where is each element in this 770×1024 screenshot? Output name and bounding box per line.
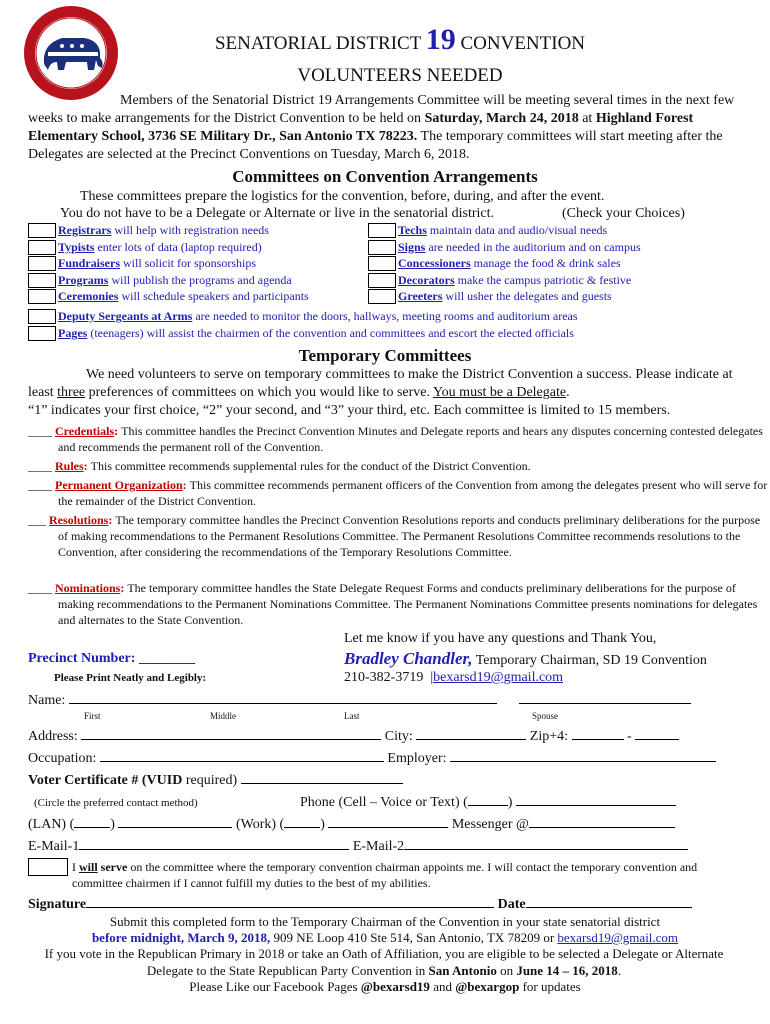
page-subtitle: VOLUNTEERS NEEDED — [297, 65, 503, 86]
committee-name: Credentials — [55, 424, 115, 438]
footer-deadline: before midnight, March 9, 2018, — [91, 930, 271, 945]
list-item — [58, 325, 763, 341]
first-label: First — [84, 711, 101, 721]
checkbox-signs[interactable] — [368, 240, 396, 255]
print-note: Please Print Neatly and Legibly: — [54, 672, 207, 684]
committee-name: Signs — [398, 240, 426, 254]
list-item — [398, 288, 758, 304]
rank-blank[interactable]: ____ — [28, 424, 55, 438]
committee-desc: are needed in the auditorium and on campus — [425, 240, 641, 254]
temp-committee-rules: ____ Rules: This committee recommends supplemental rules for the conduct of the District Convention. — [28, 459, 531, 473]
email-row — [28, 838, 748, 856]
work-label: (Work) ( — [232, 817, 285, 832]
chairman-role: Temporary Chairman, SD 19 Convention — [472, 653, 707, 668]
committee-desc: This committee recommends supplemental rules for the conduct of the District Convention. — [90, 459, 531, 473]
footer-period: . — [617, 962, 622, 978]
committee-name: Rules — [55, 459, 84, 473]
email1-input[interactable] — [79, 849, 349, 850]
list-item — [398, 255, 758, 271]
facebook-page-1[interactable]: @bexarsd19 — [360, 979, 430, 994]
lan-input[interactable] — [118, 827, 232, 828]
chairman-name: Bradley Chandler, — [344, 649, 473, 668]
city-input[interactable] — [416, 739, 526, 740]
name-input[interactable] — [69, 703, 497, 704]
checkbox-registrars[interactable] — [28, 223, 56, 238]
committee-desc: will publish the programs and agenda — [108, 273, 292, 287]
address-row — [28, 728, 748, 746]
committee-name: Nominations — [55, 581, 121, 595]
messenger-label: Messenger @ — [448, 817, 529, 832]
phone-input[interactable] — [516, 805, 676, 806]
footer-on: on — [496, 962, 517, 978]
precinct-label: Precinct Number: — [28, 651, 139, 666]
footer-facebook-text: Please Like our Facebook Pages — [189, 979, 361, 994]
committee-desc: This committee handles the Precinct Convention Minutes and Delegate reports and hears any disputes concerning contested delegates and recommends the permanent roll of the Convention. — [58, 424, 763, 454]
list-item — [58, 288, 368, 304]
committee-desc: will usher the delegates and guests — [442, 289, 612, 303]
list-item — [58, 308, 763, 324]
contact-method-hint: (Circle the preferred contact method) — [34, 797, 198, 809]
messenger-input[interactable] — [529, 827, 675, 828]
committee-desc: maintain data and audio/visual needs — [426, 223, 608, 237]
serve-text: on the committee where the temporary convention chairman appoints me. I will contact the temporary convention and committee chairmen if I cannot fulfill my duties to the best of my abilities. — [72, 860, 698, 890]
occupation-row — [28, 750, 748, 768]
phone-paren: ) — [507, 795, 516, 810]
footer-city: San Antonio — [428, 962, 497, 978]
phone-area-input[interactable] — [468, 805, 508, 806]
committee-name: Ceremonies — [58, 289, 119, 303]
committee-name: Programs — [58, 273, 109, 287]
temporary-text-3: . — [566, 385, 570, 400]
temporary-text-2: preferences of committees on which you would like to serve. — [85, 385, 433, 400]
check-hint: (Check your Choices) — [562, 206, 685, 221]
list-item — [58, 272, 368, 288]
middle-label: Middle — [210, 711, 236, 721]
committee-desc: make the campus patriotic & festive — [454, 273, 632, 287]
zip4-input[interactable] — [635, 739, 679, 740]
committee-desc: The temporary committee handles the State Delegate Request Forms and conducts preliminary deliberations for the purpose of making recommendations to the Permanent Nominations Committee. The Permanent Nominations Committee presents nominations for delegates and alternates to the State Convention. — [58, 581, 758, 627]
work-input[interactable] — [328, 827, 448, 828]
committee-desc: will solicit for sponsorships — [120, 256, 257, 270]
email2-input[interactable] — [404, 849, 688, 850]
checkbox-ceremonies[interactable] — [28, 289, 56, 304]
committee-name: Registrars — [58, 223, 112, 237]
checkbox-techs[interactable] — [368, 223, 396, 238]
precinct-number — [28, 650, 195, 668]
temp-committee-permanent-organization: ____ Permanent Organization: This committee recommends permanent officers of the Convention from among the delegates present who will serve for the remainder of the District Convention. — [28, 478, 768, 508]
footer-and: and — [429, 979, 456, 994]
committee-name: Techs — [398, 223, 427, 237]
precinct-input[interactable]: ________ — [138, 651, 195, 666]
list-item — [58, 222, 368, 238]
intro-paragraph — [28, 92, 740, 164]
intro-text-1: Members of the Senatorial District 19 Arrangements Committee will be meeting several times in the next few weeks to make arrangements for the District Convention to be held on — [28, 93, 735, 126]
page-title — [120, 23, 680, 56]
spouse-input[interactable] — [519, 703, 691, 704]
city-label: City: — [381, 729, 417, 744]
committee-name: Typists — [58, 240, 95, 254]
address-input[interactable] — [81, 739, 381, 740]
list-item — [398, 272, 758, 288]
email1-label: E-Mail-1 — [28, 839, 80, 854]
serve-will: will — [79, 860, 98, 874]
phone-row — [300, 794, 750, 812]
committee-desc: The temporary committee handles the Precinct Convention Resolutions reports and conducts preliminary deliberations for the purpose of making recommendations to the Permanent Resolutions Committee. The Permanent Resolutions Committee recommends resolutions to the Convention, after considering the recommendations of the Temporary Resolutions Committee. — [58, 513, 761, 559]
temp-committee-resolutions: ___ Resolutions: The temporary committee handles the Precinct Convention Resolutions reports and conducts preliminary deliberations for the purpose of making recommendations to the Permanent Resolutions Committee. The Permanent Resolutions Committee recommends resolutions to the Convention, after considering the recommendations of the Temporary Resolutions Committee. — [28, 513, 761, 559]
temporary-intro — [28, 366, 744, 402]
temp-committee-credentials: ____ Credentials: This committee handles the Precinct Convention Minutes and Delegate reports and hears any disputes concerning contested delegates and recommends the permanent roll of the Convention. — [28, 424, 763, 454]
committee-desc: are needed to monitor the doors, hallways, meeting rooms and auditorium areas — [192, 309, 578, 323]
party-logo — [22, 4, 120, 102]
footer-submit: Submit this completed form to the Temporary Chairman of the Convention in your state senatorial district — [109, 914, 661, 929]
temporary-must: You must be a Delegate — [432, 385, 567, 400]
name-row — [28, 692, 708, 710]
zip-separator: - — [623, 729, 636, 744]
footer-address-text: 909 NE Loop 410 Ste 514, San Antonio, TX 78209 or — [270, 930, 558, 945]
address-label: Address: — [28, 729, 82, 744]
contact-line: 210-382-3719 |bexarsd19@gmail.com — [344, 670, 564, 685]
footer-dates: June 14 – 16, 2018 — [516, 962, 618, 978]
footer-email-link[interactable]: bexarsd19@gmail.com — [557, 930, 679, 945]
committee-desc: This committee recommends permanent officers of the Convention from among the delegates present who will serve for the remainder of the District Convention. — [58, 478, 768, 508]
committee-desc: will help with registration needs — [111, 223, 269, 237]
checkbox-decorators[interactable] — [368, 273, 396, 288]
temporary-rank-note: “1” indicates your first choice, “2” your second, and “3” your third, etc. Each committee is limited to 15 members. — [28, 403, 671, 418]
list-item — [398, 239, 758, 255]
temp-committee-nominations: ____ Nominations: The temporary committee handles the State Delegate Request Forms and conducts preliminary deliberations for the purpose of making recommendations to the Permanent Nominations Committee. The Permanent Nominations Committee presents nominations for delegates and alternates to the State Convention. — [28, 581, 758, 627]
zip-label: Zip+4: — [526, 729, 572, 744]
footer-facebook — [0, 979, 770, 996]
list-item — [58, 255, 368, 271]
committee-name: Concessioners — [398, 256, 471, 270]
committee-name: Resolutions — [49, 513, 109, 527]
checkbox-pages[interactable] — [28, 326, 56, 341]
checkbox-concessioners[interactable] — [368, 256, 396, 271]
zip-input[interactable] — [572, 739, 624, 740]
lan-paren: ) — [110, 817, 119, 832]
email2-label: E-Mail-2 — [349, 839, 405, 854]
title-line1-post: CONVENTION — [455, 33, 586, 54]
checkbox-sergeants[interactable] — [28, 309, 56, 324]
facebook-page-2[interactable]: @bexargop — [455, 979, 520, 994]
occupation-label: Occupation: — [28, 751, 100, 766]
committee-name: Pages — [58, 326, 88, 340]
rank-blank[interactable]: ____ — [28, 459, 55, 473]
date-input[interactable] — [526, 907, 692, 908]
committee-name: Decorators — [398, 273, 455, 287]
intro-text-2: at — [578, 111, 596, 126]
phone-number: 210-382-3719 — [344, 670, 424, 685]
arrangements-sub1: These committees prepare the logistics for the convention, before, during, and after the event. — [80, 189, 605, 204]
name-label: Name: — [28, 693, 69, 708]
checkbox-greeters[interactable] — [368, 289, 396, 304]
vuid-row — [28, 772, 748, 790]
temporary-three: three — [57, 385, 86, 400]
list-item — [398, 222, 758, 238]
checkbox-fundraisers[interactable] — [28, 256, 56, 271]
temporary-heading: Temporary Committees — [298, 346, 472, 365]
last-label: Last — [344, 711, 360, 721]
intro-location: Highland Forest Elementary School, 3736 SE Military Dr., San Antonio TX 78223. — [28, 111, 694, 144]
arrangements-heading: Committees on Convention Arrangements — [232, 167, 538, 186]
signature-label: Signature — [28, 897, 87, 912]
spouse-label: Spouse — [532, 711, 559, 721]
rank-blank[interactable]: ____ — [28, 581, 55, 595]
committee-name: Permanent Organization — [55, 478, 183, 492]
serve-pre: I — [72, 860, 79, 874]
footer-eligibility-text: If you vote in the Republican Primary in 2018 or take an Oath of Affiliation, you are eligible to be selected a Delegate or Alternate Delegate to the State Republican Party Convention in — [44, 946, 724, 978]
committee-desc: (teenagers) will assist the chairmen of the convention and committees and escort the elected officials — [87, 326, 574, 340]
rank-blank[interactable]: ____ — [28, 478, 55, 492]
intro-date: Saturday, March 24, 2018 — [424, 111, 579, 126]
occupation-input[interactable] — [100, 761, 384, 762]
title-line1-pre: SENATORIAL DISTRICT — [214, 33, 426, 54]
email-link[interactable]: bexarsd19@gmail.com — [433, 670, 564, 685]
committee-desc: manage the food & drink sales — [470, 256, 621, 270]
employer-label: Employer: — [383, 751, 451, 766]
rank-blank[interactable]: ___ — [28, 513, 49, 527]
committee-name: Deputy Sergeants at Arms — [58, 309, 193, 323]
lan-area-input[interactable] — [74, 827, 110, 828]
vuid-label: Voter Certificate # (VUID — [28, 773, 183, 788]
temporary-text-1: We need volunteers to serve on temporary committees to make the District Convention a success. Please indicate at least — [28, 367, 733, 400]
footer-updates: for updates — [519, 979, 581, 994]
serve-bold: serve — [97, 860, 128, 874]
thanks-line: Let me know if you have any questions and Thank You, — [344, 631, 657, 646]
vuid-input[interactable] — [241, 783, 403, 784]
work-paren: ) — [320, 817, 329, 832]
list-item — [58, 239, 368, 255]
footer-eligibility — [34, 946, 734, 979]
phone-label: Phone (Cell – Voice or Text) ( — [300, 795, 468, 810]
employer-input[interactable] — [450, 761, 716, 762]
checkbox-programs[interactable] — [28, 273, 56, 288]
work-area-input[interactable] — [284, 827, 320, 828]
committee-name: Fundraisers — [58, 256, 121, 270]
committee-desc: will schedule speakers and participants — [118, 289, 309, 303]
serve-statement — [72, 859, 732, 891]
committee-desc: enter lots of data (laptop required) — [94, 240, 262, 254]
lan-label: (LAN) ( — [28, 817, 75, 832]
signature-row — [28, 896, 748, 914]
committee-name: Greeters — [398, 289, 443, 303]
arrangements-sub2: You do not have to be a Delegate or Alternate or live in the senatorial district. — [60, 206, 495, 221]
intro-text-3: The temporary committees will start meeting after the Delegates are selected at the Precinct Conventions on Tuesday, March 6, 2018. — [28, 129, 723, 162]
lan-row — [28, 816, 748, 834]
date-label: Date — [494, 897, 526, 912]
checkbox-will-serve[interactable] — [28, 858, 68, 876]
checkbox-typists[interactable] — [28, 240, 56, 255]
signature-input[interactable] — [86, 907, 494, 908]
district-number: 19 — [425, 23, 456, 56]
footer-address — [0, 930, 770, 947]
vuid-required: required) — [182, 773, 241, 788]
